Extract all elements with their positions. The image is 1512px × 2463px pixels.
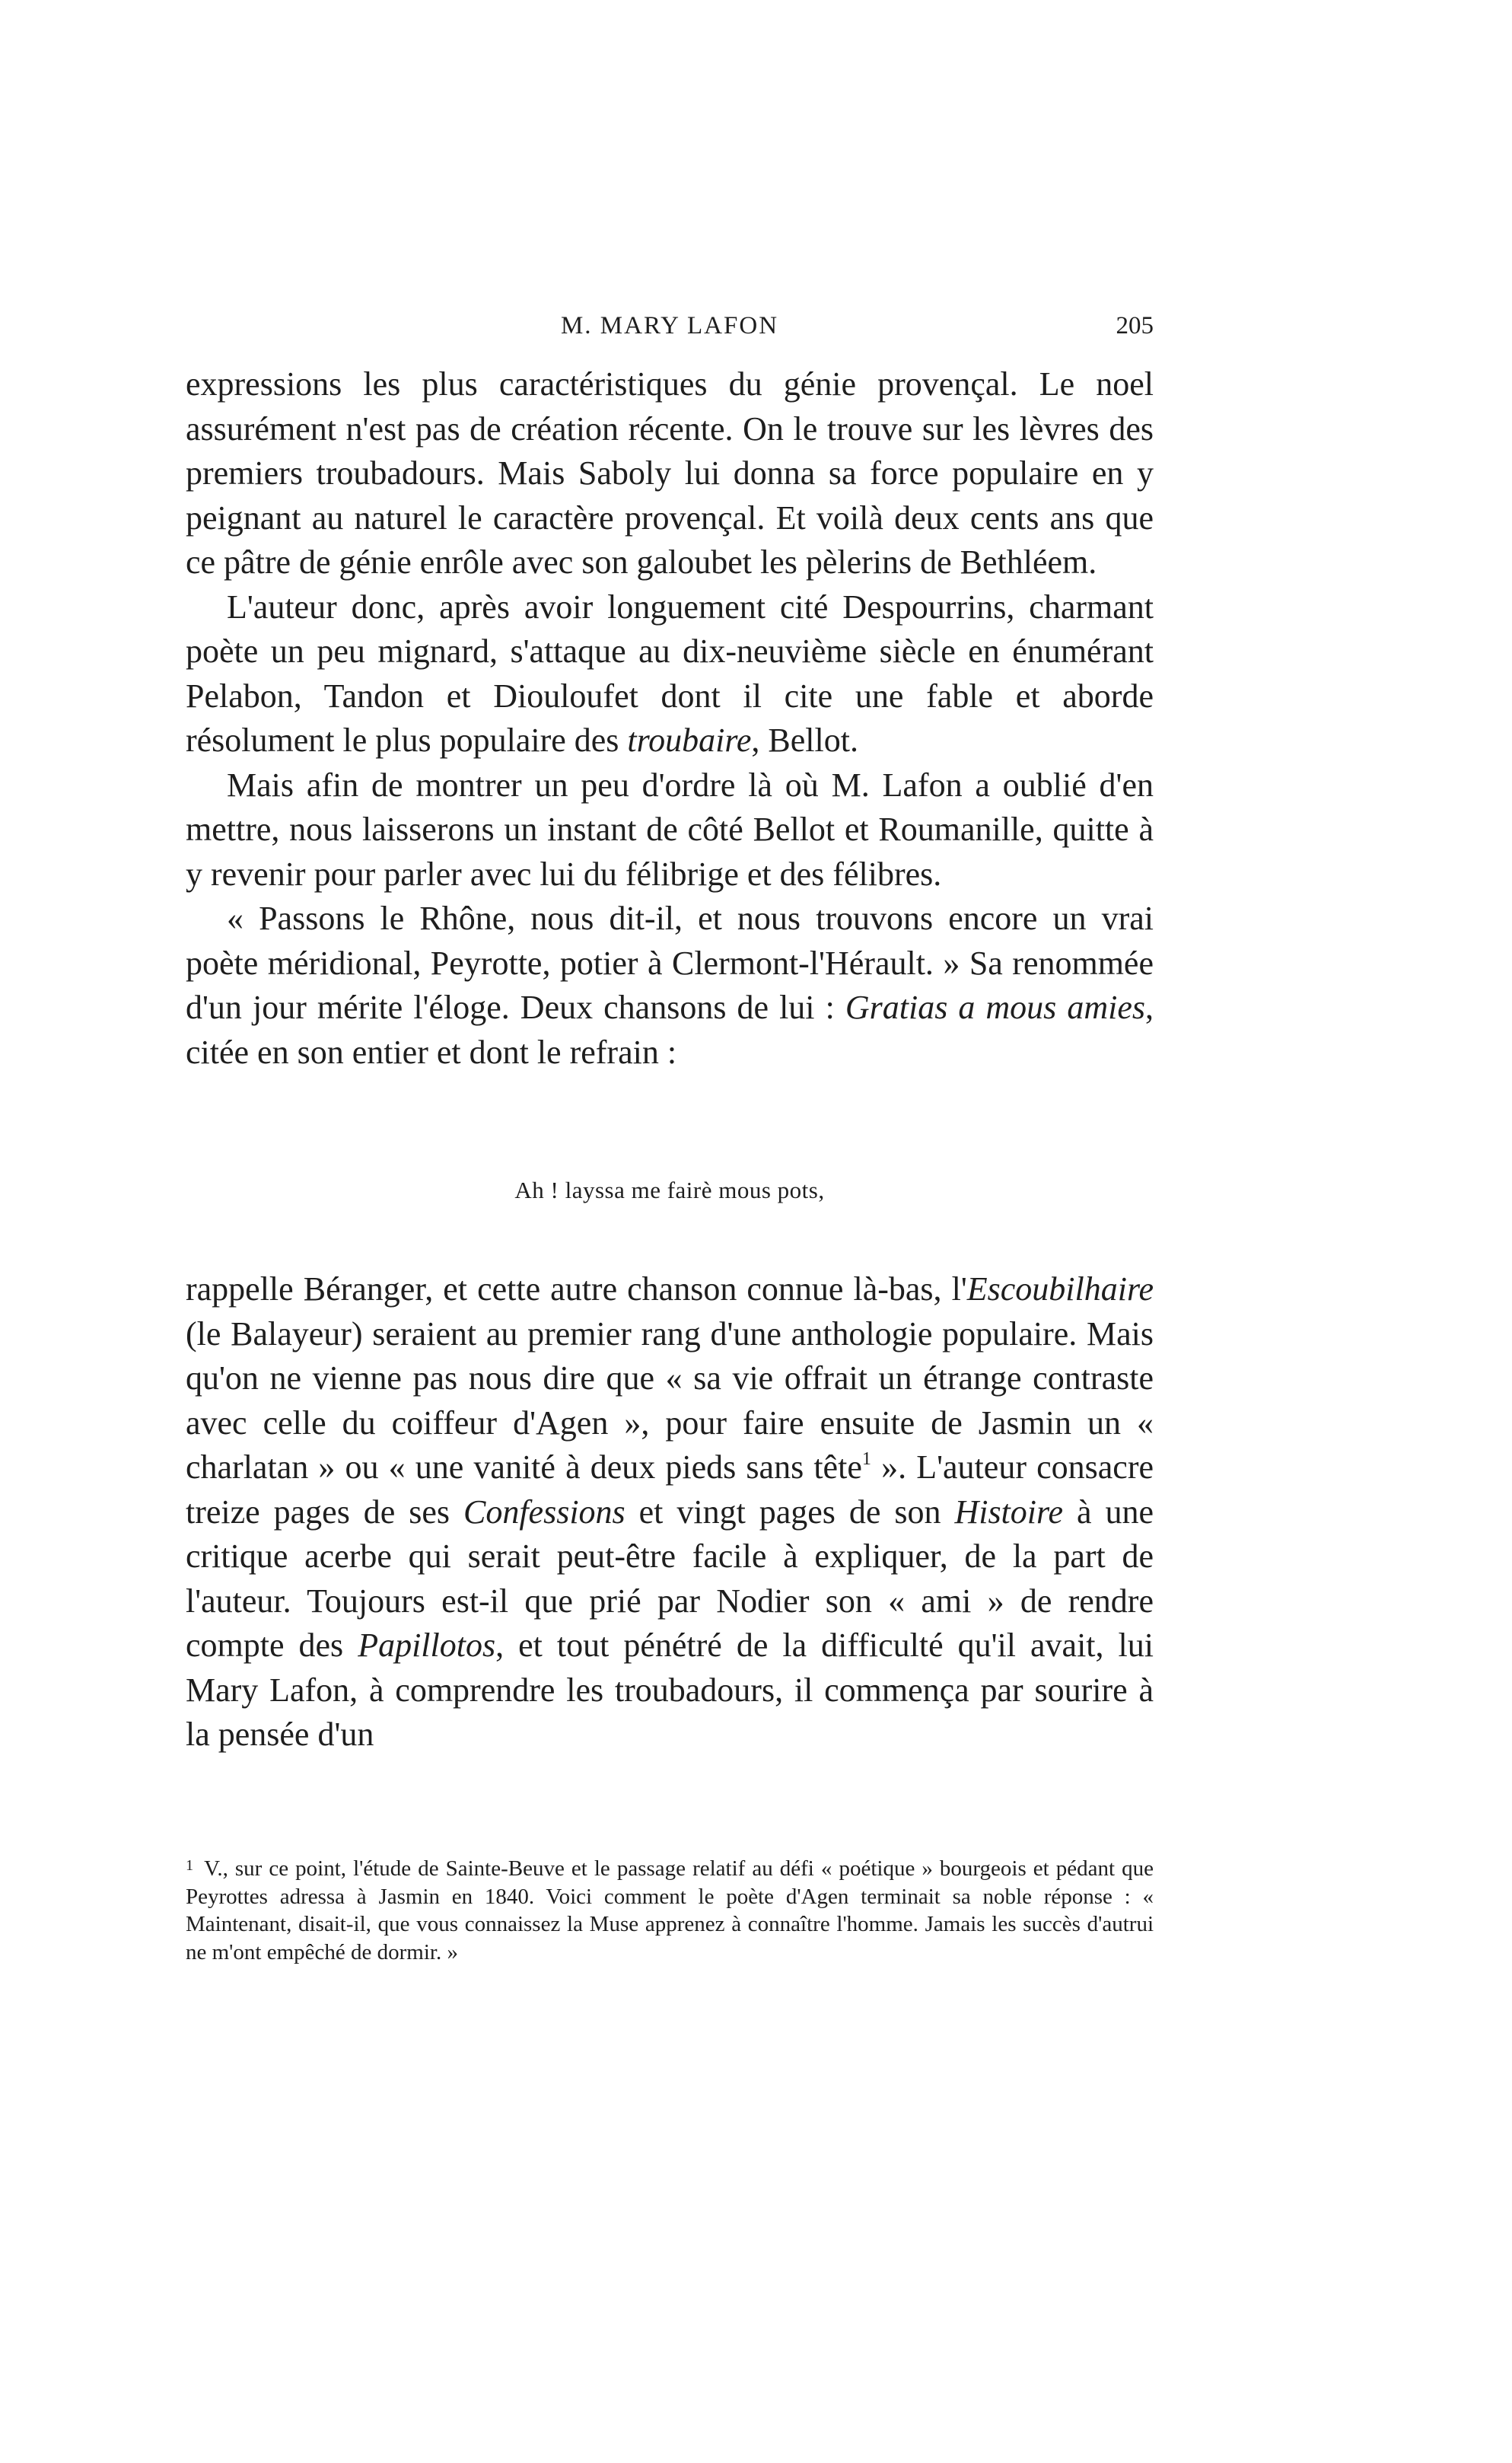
paragraph-5-text-f: et vingt pages de son <box>625 1493 955 1531</box>
paragraph-3: Mais afin de montrer un peu d'ordre là où M. Lafon a oublié d'en mettre, nous laisserons un instant de côté Bellot et Roumanille, quitte à y revenir pour parler avec lui du félibrige et des félibres. <box>186 766 1154 893</box>
paragraph-5-text-a: rappelle Béranger, et cette autre chanson connue là-bas, l' <box>186 1270 967 1308</box>
footnote-mark: 1 <box>186 1857 194 1874</box>
paragraph-2-italic: troubaire <box>627 722 752 759</box>
paragraph-5-text-c: (le Balayeur) seraient au premier rang d'une anthologie populaire. Mais qu'on ne vienne pas nous dire que « sa vie offrait un étrange contraste avec celle du coiffeur d'Agen », pour faire ensuite de Jasmin un « charlatan » ou « une vanité à deux pieds sans tête <box>186 1314 1154 1486</box>
paragraph-5-text-j: , et tout pénétré de la difficulté qu'il avait, lui Mary Lafon, à comprendre les troubadours, il commença par sourire à la pensée d'un <box>186 1627 1154 1753</box>
paragraph-5-italic-histoire: Histoire <box>954 1493 1064 1531</box>
paragraph-4-text-end: , citée en son entier et dont le refrain : <box>186 989 1154 1071</box>
paragraph-4 <box>186 897 1154 1075</box>
paragraph-1: expressions les plus caractéristiques du génie provençal. Le noel assurément n'est pas de création récente. On le trouve sur les lèvres des premiers troubadours. Mais Saboly lui donna sa force populaire en y peignant au naturel le caractère provençal. Et voilà deux cents ans que ce pâtre de génie enrôle avec son galoubet les pèlerins de Bethléem. <box>186 365 1154 581</box>
footnote-text: V., sur ce point, l'étude de Sainte-Beuve et le passage relatif au défi « poétique » bourgeois et pédant que Peyrottes adressa à Jasmin en 1840. Voici comment le poète d'Agen terminait sa noble réponse : « Maintenant, disait-il, que vous connaissez la Muse apprenez à connaître l'homme. Jamais les succès d'autrui ne m'ont empêché de dormir. » <box>186 1856 1154 1964</box>
footnote-reference[interactable]: 1 <box>861 1448 871 1469</box>
main-text-upper <box>186 362 1154 1075</box>
paragraph-2-text-end: , Bellot. <box>751 722 858 759</box>
footnotes <box>186 1852 1154 1966</box>
verse-quote: Ah ! layssa me fairè mous pots, <box>514 1177 825 1203</box>
footnote-1 <box>186 1852 1154 1966</box>
paragraph-2 <box>186 585 1154 763</box>
paragraph-4-text: « Passons le Rhône, nous dit-il, et nous trouvons encore un vrai poète méridional, Peyrotte, potier à Clermont-l'Hérault. » Sa renommée d'un jour mérite l'éloge. Deux chansons de lui : <box>186 900 1154 1026</box>
paragraph-2-text: L'auteur donc, après avoir longuement cité Despourrins, charmant poète un peu mignard, s'attaque au dix-neuvième siècle en énumérant Pelabon, Tandon et Diouloufet dont il cite une fable et aborde résolument le plus populaire des <box>186 588 1154 759</box>
running-title: M. MARY LAFON <box>560 312 779 339</box>
paragraph-5 <box>186 1267 1154 1757</box>
page-header <box>186 312 1154 355</box>
paragraph-5-italic-confessions: Confessions <box>463 1493 625 1531</box>
paragraph-5-text-h: à une critique acerbe qui serait peut-être facile à expliquer, de la part de l'auteur. Toujours est-il que prié par Nodier son « ami » de rendre compte des <box>186 1493 1154 1664</box>
main-text-lower <box>186 1267 1154 1757</box>
paragraph-5-italic-papillotos: Papillotos <box>358 1627 496 1664</box>
page-number: 205 <box>1116 312 1154 339</box>
paragraph-5-text-d: ». L'auteur consacre treize pages de ses <box>186 1448 1154 1531</box>
paragraph-5-italic-escoubilhaire: Escoubilhaire <box>966 1270 1154 1308</box>
paragraph-4-italic-title: Gratias a mous amies <box>845 989 1145 1026</box>
